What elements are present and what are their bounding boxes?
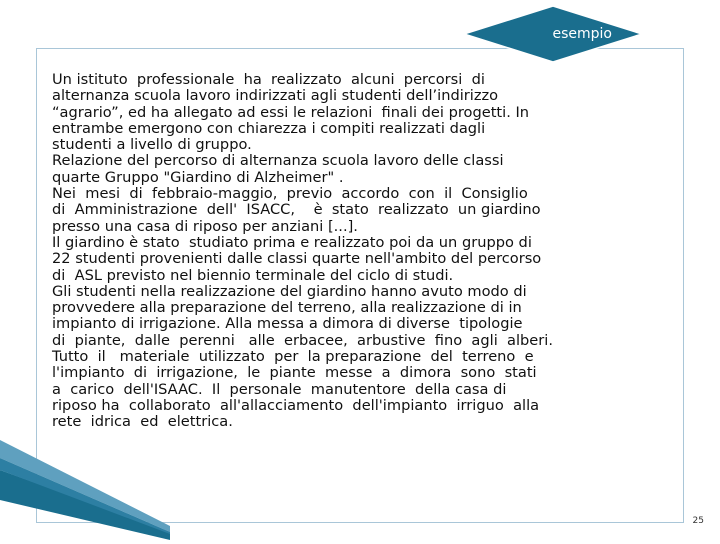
text-line: studenti a livello di gruppo. xyxy=(52,136,252,154)
text-line: Relazione del percorso di alternanza scuola lavoro delle classi xyxy=(52,152,504,170)
text-line: Il giardino è stato studiato prima e realizzato poi da un gruppo di xyxy=(52,233,532,251)
text-line: di ASL previsto nel biennio terminale del ciclo di studi. xyxy=(52,266,454,284)
example-badge xyxy=(458,5,648,63)
text-line: rete idrica ed elettrica. xyxy=(52,413,233,431)
example-badge-label: esempio xyxy=(552,26,612,42)
text-line: a carico dell'ISAAC. Il personale manutentore della casa di xyxy=(52,380,507,398)
page-number: 25 xyxy=(692,516,704,526)
text-line: l'impianto di irrigazione, le piante messe a dimora sono stati xyxy=(52,364,537,382)
text-line: riposo ha collaborato all'allacciamento dell'impianto irriguo alla xyxy=(52,396,540,414)
text-line: presso una casa di riposo per anziani [...]. xyxy=(52,217,358,235)
text-line: “agrario”, ed ha allegato ad essi le relazioni finali dei progetti. In xyxy=(52,103,530,121)
text-line: Un istituto professionale ha realizzato alcuni percorsi di xyxy=(52,71,485,88)
text-line: entrambe emergono con chiarezza i compiti realizzati dagli xyxy=(52,119,486,137)
text-line: alternanza scuola lavoro indirizzati agli studenti dell’indirizzo xyxy=(52,87,499,105)
text-line: quarte Gruppo "Giardino di Alzheimer" . xyxy=(52,168,344,186)
text-line: di Amministrazione dell' ISACC, è stato realizzato un giardino xyxy=(52,201,541,219)
body-text xyxy=(52,72,682,431)
text-line: 22 studenti provenienti dalle classi quarte nell'ambito del percorso xyxy=(52,250,542,268)
text-line: impianto di irrigazione. Alla messa a dimora di diverse tipologie xyxy=(52,315,523,333)
text-line: provvedere alla preparazione del terreno, alla realizzazione di in xyxy=(52,299,522,317)
corner-decoration xyxy=(0,440,170,544)
text-line: Nei mesi di febbraio-maggio, previo accordo con il Consiglio xyxy=(52,185,528,203)
text-line: di piante, dalle perenni alle erbacee, arbustive fino agli alberi. xyxy=(52,331,553,349)
text-line: Tutto il materiale utilizzato per la preparazione del terreno e xyxy=(52,348,534,366)
text-line: Gli studenti nella realizzazione del giardino hanno avuto modo di xyxy=(52,282,527,300)
